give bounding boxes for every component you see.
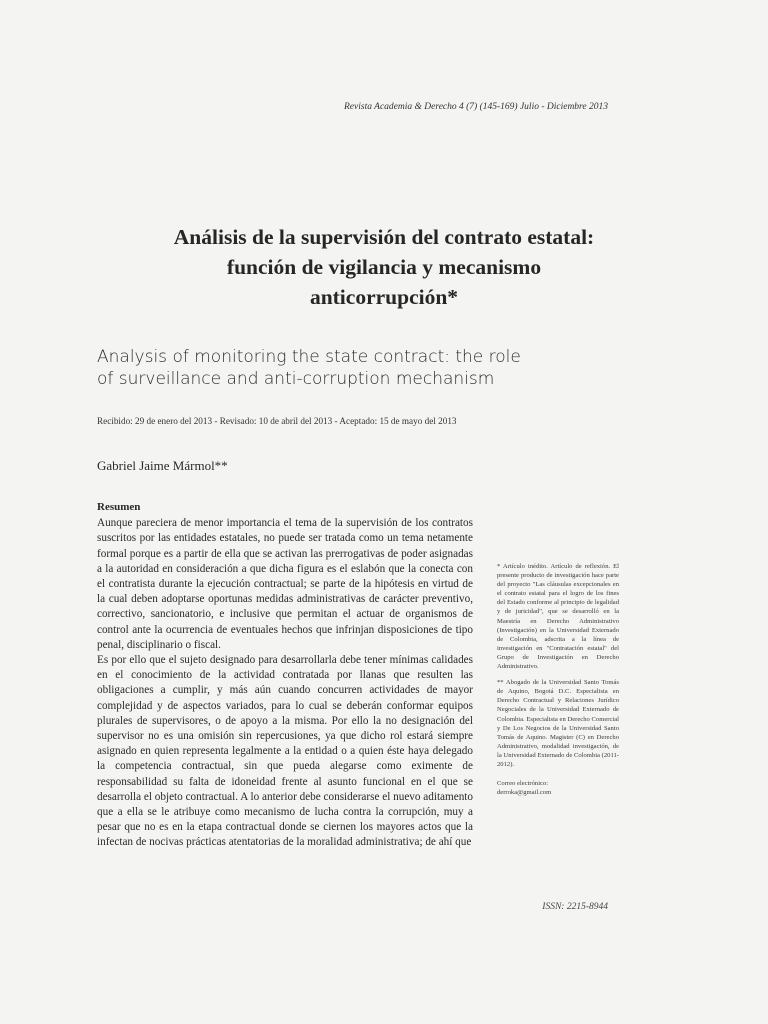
title-line: Analysis of monitoring the state contract: the role bbox=[97, 347, 521, 367]
abstract-paragraph: Es por ello que el sujeto designado para desarrollarla debe tener mínimas calidades en el conocimiento de la actividad contratada por llanas que resulten las obligaciones a cumplir, y más aún cuando concurren actividades de mayor complejidad y de aspectos variados, para lo cual se deberán conformar equipos plurales de supervisores, o de apoyo a la misma. Por ello la no designación del supervisor no es una omisión sin repercusiones, ya que dicho rol estará siempre asignado en quien representa legalmente a la entidad o a quien éste haya delegado la competencia contractual, sin que pueda alegarse como eximente de responsabilidad su falta de idoneidad frente al asunto funcional en el que se desarrolla el objeto contractual. A lo anterior debe considerarse el nuevo aditamento que a ella se le atribuye como mecanismo de lucha contra la corrupción, muy a pesar que no es en la etapa contractual donde se ciernen los mayores actos que la infectan de nocivas prácticas atentatorias de la moralidad administrativa; de ahí que bbox=[97, 654, 473, 849]
issn: ISSN: 2215-8944 bbox=[542, 902, 608, 912]
author-contact bbox=[497, 779, 619, 797]
submission-dates: Recibido: 29 de enero del 2013 - Revisado: 10 de abril del 2013 - Aceptado: 15 de mayo del 2013 bbox=[97, 416, 457, 426]
email-label: Correo electrónico: bbox=[497, 780, 549, 788]
title-line: función de vigilancia y mecanismo bbox=[226, 255, 542, 279]
running-header: Revista Academia & Derecho 4 (7) (145-169) Julio - Diciembre 2013 bbox=[344, 102, 608, 112]
article-title-spanish bbox=[100, 222, 668, 312]
title-line: Análisis de la supervisión del contrato estatal: bbox=[173, 225, 595, 249]
title-line: anticorrupción* bbox=[309, 285, 459, 309]
abstract-heading: Resumen bbox=[97, 501, 141, 513]
abstract bbox=[97, 500, 473, 851]
author-name: Gabriel Jaime Mármol** bbox=[97, 458, 228, 473]
article-title-english bbox=[97, 346, 521, 390]
title-line: of surveillance and anti-corruption mechanism bbox=[97, 369, 495, 389]
footnotes-sidebar bbox=[497, 562, 619, 797]
abstract-paragraph: Aunque pareciera de menor importancia el tema de la supervisión de los contratos suscritos por las entidades estatales, no puede ser tratada como un tema netamente formal porque es a partir de ella que se activan las prerrogativas de poder asignadas a la autoridad en consideración a que dicha figura es el eslabón que la conecta con el contratista durante la ejecución contractual; se parte de la hipótesis en virtud de la cual deben adoptarse oportunas medidas administrativas de carácter preventivo, correctivo, sancionatorio, e inclusive que permitan el actuar de organismos de control ante la ocurrencia de eventuales hechos que infrinjan disposiciones de tipo penal, disciplinario o fiscal. bbox=[97, 517, 473, 651]
footnote-author: ** Abogado de la Universidad Santo Tomás de Aquino, Bogotá D.C. Especialista en Derecho Contractual y Relaciones Jurídico Negociales de la Universidad Externado de Colombia. Especialista en Derecho Comercial y De Los Negocios de la Universidad Santo Tomás de Aquino. Magister (C) en Derecho Administrativo, modalidad investigación, de la Universidad Externado de Colombia (2011-2012). bbox=[497, 679, 619, 768]
email-address: derroka@gmail.com bbox=[497, 789, 552, 797]
footnote-article: * Artículo inédito. Artículo de reflexión. El presente producto de investigación hace parte del proyecto "Las cláusulas excepcionales en el contrato estatal para el logro de los fines del Estado conforme al principio de legalidad y de juricidad", que se desarrolló en la Maestría en Derecho Administrativo (Investigación) en la Universidad Externado de Colombia, adscrita a la línea de investigación en "Contratación estatal" del Grupo de Investigación en Derecho Administrativo. bbox=[497, 563, 619, 671]
